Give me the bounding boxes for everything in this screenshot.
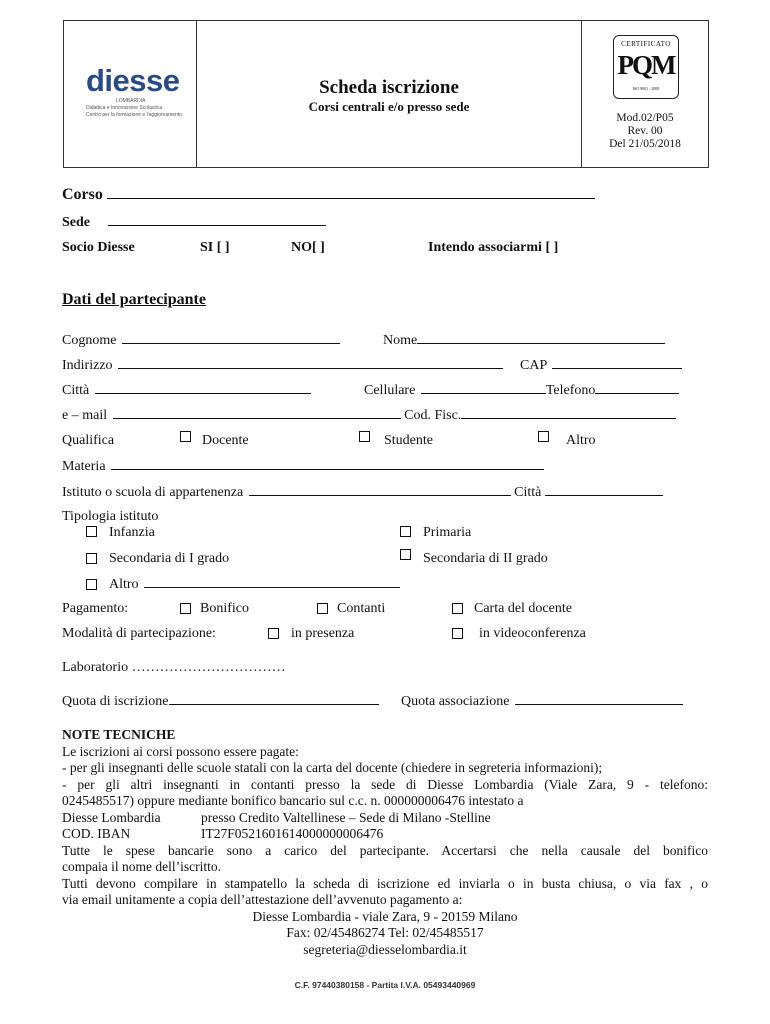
corso-field[interactable] [62, 186, 595, 204]
indirizzo-label: Indirizzo [62, 358, 113, 373]
notes-title: NOTE TECNICHE [62, 727, 176, 742]
presenza-checkbox[interactable] [268, 628, 279, 639]
address-line: Diesse Lombardia - viale Zara, 9 - 20159 Milano [252, 908, 518, 924]
indirizzo-field[interactable] [62, 357, 503, 374]
materia-field[interactable] [62, 458, 544, 475]
certification-logo [613, 35, 679, 99]
docente-label: Docente [202, 433, 249, 448]
corso-label: Corso [62, 186, 103, 203]
cert-mark: PQM [617, 50, 675, 80]
primaria-checkbox[interactable] [400, 526, 411, 537]
section-title: Dati del partecipante [62, 291, 206, 308]
video-checkbox[interactable] [452, 628, 463, 639]
nome-line[interactable] [417, 332, 665, 344]
cert-cell [581, 21, 708, 167]
sede-label: Sede [62, 215, 90, 230]
cert-top-text: CERTIFICATO [621, 40, 671, 48]
cellulare-field[interactable] [364, 382, 679, 399]
laboratorio-field[interactable]: Laboratorio …………………………… [62, 660, 286, 675]
page-subtitle: Corsi centrali e/o presso sede [308, 99, 470, 114]
infanzia-checkbox[interactable] [86, 526, 97, 537]
footer-fiscal-info: C.F. 97440380158 - Partita I.V.A. 05493440969 [294, 980, 476, 990]
cognome-line[interactable] [122, 332, 340, 344]
corso-line[interactable] [107, 187, 595, 199]
quota-iscrizione-line[interactable] [169, 693, 379, 705]
sede-field[interactable] [62, 214, 326, 231]
quota-associazione-line[interactable] [515, 693, 683, 705]
cognome-field[interactable] [62, 332, 340, 349]
cap-field[interactable] [520, 357, 682, 374]
codfisc-line[interactable] [461, 407, 676, 419]
telefono-line[interactable] [595, 382, 679, 394]
studente-label: Studente [384, 433, 433, 448]
citta-label: Città [62, 383, 90, 398]
indirizzo-line[interactable] [118, 357, 503, 369]
cert-bottom-text: ISO 9001 : 2008 [632, 86, 660, 91]
notes-line: - per gli insegnanti delle scuole statali con la carta del docente (chiedere in segreteria informazioni); [62, 760, 603, 775]
quota-associazione-label: Quota associazione [401, 694, 510, 709]
istituto-label: Istituto o scuola di appartenenza [62, 485, 244, 500]
contanti-label: Contanti [337, 601, 386, 616]
altro-checkbox[interactable] [538, 431, 549, 442]
infanzia-label: Infanzia [109, 525, 155, 540]
cellulare-line[interactable] [421, 382, 546, 394]
socio-si[interactable]: SI [ ] [200, 240, 230, 255]
sec2-checkbox[interactable] [400, 549, 411, 560]
citta2-line[interactable] [545, 484, 663, 496]
bonifico-checkbox[interactable] [180, 603, 191, 614]
nome-label: Nome [383, 333, 418, 348]
logo-cell [64, 21, 197, 167]
rev-date: Del 21/05/2018 [609, 138, 681, 150]
qualifica-label: Qualifica [62, 433, 115, 448]
diesse-logo: diesse [86, 63, 180, 98]
cognome-label: Cognome [62, 333, 117, 348]
notes-iban [62, 826, 708, 843]
presenza-label: in presenza [291, 626, 355, 641]
codfisc-label: Cod. Fisc. [404, 408, 462, 423]
header-table [63, 20, 709, 168]
materia-line[interactable] [111, 458, 544, 470]
video-label: in videoconferenza [479, 626, 586, 641]
logo-tagline [86, 105, 182, 119]
contact-line: Fax: 02/45486274 Tel: 02/45485517 [286, 925, 484, 940]
bank-name: presso Credito Valtellinese – Sede di Milano -Stelline [201, 809, 491, 825]
altro2-field[interactable] [109, 576, 400, 593]
primaria-label: Primaria [423, 525, 472, 540]
cap-line[interactable] [552, 357, 682, 369]
intendo-associarmi[interactable]: Intendo associarmi [ ] [428, 240, 559, 255]
cellulare-label: Cellulare [364, 383, 416, 398]
email-field[interactable] [62, 407, 676, 424]
pagamento-label: Pagamento: [62, 601, 129, 616]
quota-iscrizione-field[interactable] [62, 693, 379, 710]
tipologia-label: Tipologia istituto [62, 509, 159, 524]
istituto-field[interactable] [62, 484, 663, 501]
telefono-label: Telefono [545, 383, 596, 398]
logo-sub: LOMBARDIA [116, 98, 146, 104]
logo-tagline-2: Centro per la formazione e l'aggiornamento [86, 112, 183, 118]
notes-line: - per gli altri insegnanti in contanti presso la sede di Diesse Lombardia (Viale Zara, 9 - telefono: [62, 776, 708, 792]
logo-tagline-1: Didattica e Innovazione Scolastica [86, 105, 163, 111]
sede-line[interactable] [108, 214, 326, 226]
istituto-line[interactable] [249, 484, 511, 496]
citta2-label: Città [514, 485, 542, 500]
altro2-label: Altro [109, 577, 139, 592]
rev-number: Rev. 00 [627, 125, 663, 137]
quota-iscrizione-label: Quota di iscrizione [62, 694, 169, 709]
citta-field[interactable] [62, 382, 311, 399]
notes-line: Tutte le spese bancarie sono a carico del partecipante. Accertarsi che nella causale del bonifico [62, 842, 708, 858]
carta-label: Carta del docente [474, 601, 572, 616]
email-label: e – mail [62, 408, 108, 423]
notes-bank [62, 810, 708, 827]
studente-checkbox[interactable] [359, 431, 370, 442]
notes-line: compaia il nome dell’iscritto. [62, 859, 221, 874]
notes-line: Le iscrizioni ai corsi possono essere pagate: [62, 743, 299, 759]
document-revision [582, 112, 708, 151]
carta-checkbox[interactable] [452, 603, 463, 614]
altro2-line[interactable] [144, 576, 400, 588]
mod-number: Mod.02/P05 [616, 112, 674, 124]
altro-label: Altro [566, 433, 596, 448]
contanti-checkbox[interactable] [317, 603, 328, 614]
email-line[interactable] [113, 407, 401, 419]
altro2-checkbox[interactable] [86, 579, 97, 590]
notes-line: Tutti devono compilare in stampatello la scheda di iscrizione ed inviarla o in busta chiusa, o via fax , o [62, 875, 708, 891]
notes-line: via email unitamente a copia dell’attestazione dell’avvenuto pagamento a: [62, 892, 463, 907]
notes-line: 0245485517) oppure mediante bonifico bancario sul c.c. n. 000000006476 intestato a [62, 793, 524, 808]
email-line[interactable]: segreteria@diesselombardia.it [303, 941, 467, 957]
nome-field[interactable] [383, 332, 665, 349]
sec2-label: Secondaria di II grado [423, 551, 548, 566]
page-title: Scheda iscrizione [319, 77, 459, 98]
cap-label: CAP [520, 358, 547, 373]
sec1-label: Secondaria di I grado [109, 551, 230, 566]
technical-notes [62, 727, 708, 958]
bonifico-label: Bonifico [200, 601, 249, 616]
iban-label: COD. IBAN [62, 826, 131, 841]
citta-line[interactable] [95, 382, 311, 394]
quota-associazione-field[interactable] [401, 693, 683, 710]
docente-checkbox[interactable] [180, 431, 191, 442]
sec1-checkbox[interactable] [86, 553, 97, 564]
modalita-label: Modalità di partecipazione: [62, 626, 216, 641]
socio-label: Socio Diesse [62, 240, 135, 255]
iban-value: IT27F0521601614000000006476 [201, 826, 384, 841]
materia-label: Materia [62, 459, 106, 474]
socio-no[interactable]: NO[ ] [291, 240, 325, 255]
bank-holder: Diesse Lombardia [62, 809, 161, 825]
